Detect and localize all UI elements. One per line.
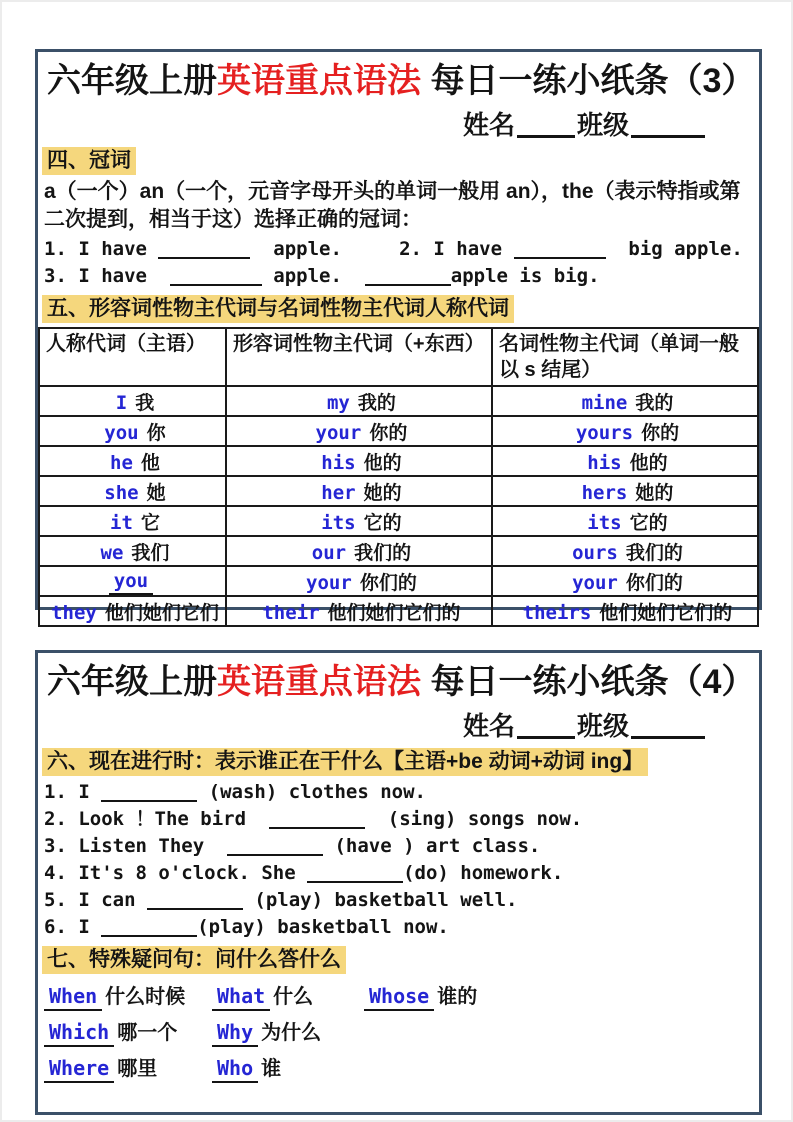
answer-blank [101, 800, 197, 802]
table-cell [226, 476, 492, 506]
exercise-text: (sing) songs now. [364, 808, 583, 830]
section-heading-question-words: 七、特殊疑问句：问什么答什么 [42, 946, 346, 974]
table-cell [492, 476, 758, 506]
chinese-meaning: 谁 [261, 1058, 282, 1080]
table-row [39, 506, 758, 536]
question-word-item [212, 983, 364, 1010]
english-word: her [316, 482, 360, 507]
english-word: I [111, 392, 132, 417]
chinese-meaning: 我们的 [354, 542, 412, 564]
table-cell [492, 446, 758, 476]
english-word: their [257, 602, 324, 627]
question-words-row-3 [44, 1055, 759, 1082]
table-header-subject-pronoun: 人称代词（主语） [39, 328, 226, 386]
table-cell [226, 386, 492, 416]
chinese-meaning: 她 [146, 482, 166, 504]
english-word: they [46, 602, 102, 627]
english-word: your [311, 422, 367, 447]
worksheet-4-title [38, 653, 759, 703]
chinese-meaning: 她的 [363, 482, 402, 504]
answer-blank [147, 908, 243, 910]
section-heading-present-continuous: 六、现在进行时：表示谁正在干什么【主语+be 动词+动词 ing】 [42, 748, 648, 776]
question-word-item [212, 1055, 364, 1082]
english-word: Whose [364, 984, 434, 1011]
chinese-meaning: 哪一个 [117, 1022, 178, 1044]
title-subject-text: 英语重点语法 [217, 663, 421, 701]
chinese-meaning: 我们的 [625, 542, 683, 564]
english-word: it [105, 512, 138, 537]
chinese-meaning: 我 [135, 392, 155, 414]
exercise-text: big apple. [605, 238, 743, 260]
english-word: hers [577, 482, 633, 507]
table-cell [492, 596, 758, 626]
english-word: you [99, 422, 143, 447]
articles-exercise-line-2 [44, 263, 759, 290]
title-suffix-text: 每日一练小纸条（3） [421, 62, 756, 100]
english-word: my [322, 392, 355, 417]
exercise-line [44, 779, 759, 806]
chinese-meaning: 什么时候 [105, 986, 186, 1008]
exercise-text: (play) basketball well. [242, 889, 518, 911]
exercise-text: apple. 2. I have [250, 238, 514, 260]
answer-blank [170, 284, 262, 286]
english-word: its [582, 512, 626, 537]
table-cell [492, 506, 758, 536]
english-word: What [212, 984, 270, 1011]
exercise-line [44, 833, 759, 860]
table-cell [492, 536, 758, 566]
english-word: theirs [518, 602, 597, 627]
table-cell [226, 446, 492, 476]
answer-blank [514, 257, 606, 259]
chinese-meaning: 他的 [363, 452, 402, 474]
table-cell [226, 536, 492, 566]
table-cell [39, 536, 226, 566]
english-word: Who [212, 1056, 258, 1083]
present-continuous-exercises [38, 779, 759, 941]
english-word: we [96, 542, 129, 567]
table-header-noun-possessive: 名词性物主代词（单词一般以 s 结尾） [492, 328, 758, 386]
english-word: your [567, 572, 623, 597]
english-word: Where [44, 1056, 114, 1083]
class-label: 班级 [576, 110, 629, 140]
answer-blank [227, 854, 323, 856]
exercise-text: 1. I [44, 781, 102, 803]
worksheet-3 [35, 49, 762, 624]
exercise-text: 3. I have [44, 265, 170, 287]
title-subject-text: 英语重点语法 [217, 62, 421, 100]
title-suffix-text: 每日一练小纸条（4） [421, 663, 756, 701]
chinese-meaning: 他们她们它们的 [599, 602, 733, 624]
chinese-meaning: 他的 [629, 452, 668, 474]
worksheet-4 [35, 650, 762, 1115]
exercise-text: 6. I [44, 916, 102, 938]
exercise-text: 5. I can [44, 889, 147, 911]
answer-blank [101, 935, 197, 937]
name-blank [517, 736, 575, 739]
question-word-item [44, 1055, 212, 1082]
chinese-meaning: 她的 [635, 482, 674, 504]
answer-blank [158, 257, 250, 259]
title-grade-text: 六年级上册 [47, 62, 217, 100]
answer-blank [307, 881, 403, 883]
section-heading-possessive-pronouns: 五、形容词性物主代词与名词性物主代词人称代词 [42, 295, 514, 323]
table-cell [226, 506, 492, 536]
english-word: his [316, 452, 360, 477]
chinese-meaning: 它 [140, 512, 160, 534]
exercise-text: (wash) clothes now. [197, 781, 426, 803]
section-heading-articles: 四、冠词 [42, 147, 136, 175]
exercise-text: (have ) art class. [323, 835, 541, 857]
exercise-text: (play) basketball now. [197, 916, 449, 938]
table-cell [226, 416, 492, 446]
question-word-item [364, 983, 477, 1010]
english-word: his [582, 452, 626, 477]
exercise-text: apple is big. [450, 265, 600, 287]
table-cell [492, 416, 758, 446]
exercise-text: apple. [261, 265, 365, 287]
english-word: your [301, 572, 357, 597]
chinese-meaning: 谁的 [437, 986, 478, 1008]
table-cell [39, 476, 226, 506]
exercise-line [44, 806, 759, 833]
english-word: its [316, 512, 360, 537]
chinese-meaning: 我的 [357, 392, 396, 414]
table-row [39, 446, 758, 476]
name-label: 姓名 [462, 110, 515, 140]
chinese-meaning: 它的 [363, 512, 402, 534]
answer-blank [365, 284, 451, 286]
exercise-text: 2. Look ！The bird [44, 808, 269, 830]
exercise-text: 4. It's 8 o'clock. She [44, 862, 308, 884]
english-word: she [99, 482, 143, 507]
english-word: mine [577, 392, 633, 417]
pronoun-table-body [39, 386, 758, 626]
chinese-meaning: 你们的 [359, 572, 417, 594]
chinese-meaning: 他们她们它们 [104, 602, 219, 624]
table-row [39, 536, 758, 566]
table-cell [226, 596, 492, 626]
name-blank [517, 135, 575, 138]
table-header-adjective-possessive: 形容词性物主代词（+东西） [226, 328, 492, 386]
chinese-meaning: 你 [146, 422, 166, 444]
english-word: Why [212, 1020, 258, 1047]
question-words-row-1 [44, 983, 759, 1010]
name-class-line [38, 108, 759, 142]
exercise-line [44, 887, 759, 914]
table-row [39, 566, 758, 596]
pronoun-table [38, 327, 759, 627]
exercise-text: 3. Listen They [44, 835, 228, 857]
answer-blank [269, 827, 365, 829]
class-blank [631, 135, 705, 138]
table-row [39, 386, 758, 416]
table-cell [39, 506, 226, 536]
chinese-meaning: 他 [140, 452, 160, 474]
table-cell [39, 596, 226, 626]
chinese-meaning: 他们她们它们的 [327, 602, 461, 624]
english-word: Which [44, 1020, 114, 1047]
class-blank [631, 736, 705, 739]
table-cell [492, 566, 758, 596]
pronoun-table-header-row [39, 328, 758, 386]
name-label: 姓名 [462, 711, 515, 741]
chinese-meaning: 为什么 [261, 1022, 322, 1044]
english-word: our [307, 542, 351, 567]
english-word: he [105, 452, 138, 477]
title-grade-text: 六年级上册 [47, 663, 217, 701]
english-word: you [109, 570, 153, 595]
english-word: yours [571, 422, 638, 447]
question-words-row-2 [44, 1019, 759, 1046]
table-row [39, 416, 758, 446]
chinese-meaning: 它的 [629, 512, 668, 534]
chinese-meaning: 你们的 [625, 572, 683, 594]
exercise-line [44, 860, 759, 887]
english-word: ours [567, 542, 623, 567]
exercise-line [44, 914, 759, 941]
question-word-item [44, 1019, 212, 1046]
exercise-text: (do) homework. [403, 862, 564, 884]
exercise-text: 1. I have [44, 238, 159, 260]
table-cell [39, 416, 226, 446]
articles-exercise-line-1 [44, 236, 759, 263]
chinese-meaning: 你的 [369, 422, 408, 444]
question-word-item [212, 1019, 364, 1046]
class-label: 班级 [576, 711, 629, 741]
chinese-meaning: 我的 [635, 392, 674, 414]
table-cell [39, 566, 226, 596]
table-row [39, 596, 758, 626]
worksheet-3-title [38, 52, 759, 102]
chinese-meaning: 什么 [273, 986, 314, 1008]
name-class-line [38, 709, 759, 743]
english-word: When [44, 984, 102, 1011]
table-cell [492, 386, 758, 416]
articles-description: a（一个）an（一个，元音字母开头的单词一般用 an），the（表示特指或第二次提到，相当于这）选择正确的冠词： [44, 180, 741, 231]
question-word-item [44, 983, 212, 1010]
table-cell [39, 446, 226, 476]
table-row [39, 476, 758, 506]
chinese-meaning: 你的 [641, 422, 680, 444]
chinese-meaning: 哪里 [117, 1058, 158, 1080]
chinese-meaning: 我们 [131, 542, 170, 564]
table-cell [39, 386, 226, 416]
table-cell [226, 566, 492, 596]
